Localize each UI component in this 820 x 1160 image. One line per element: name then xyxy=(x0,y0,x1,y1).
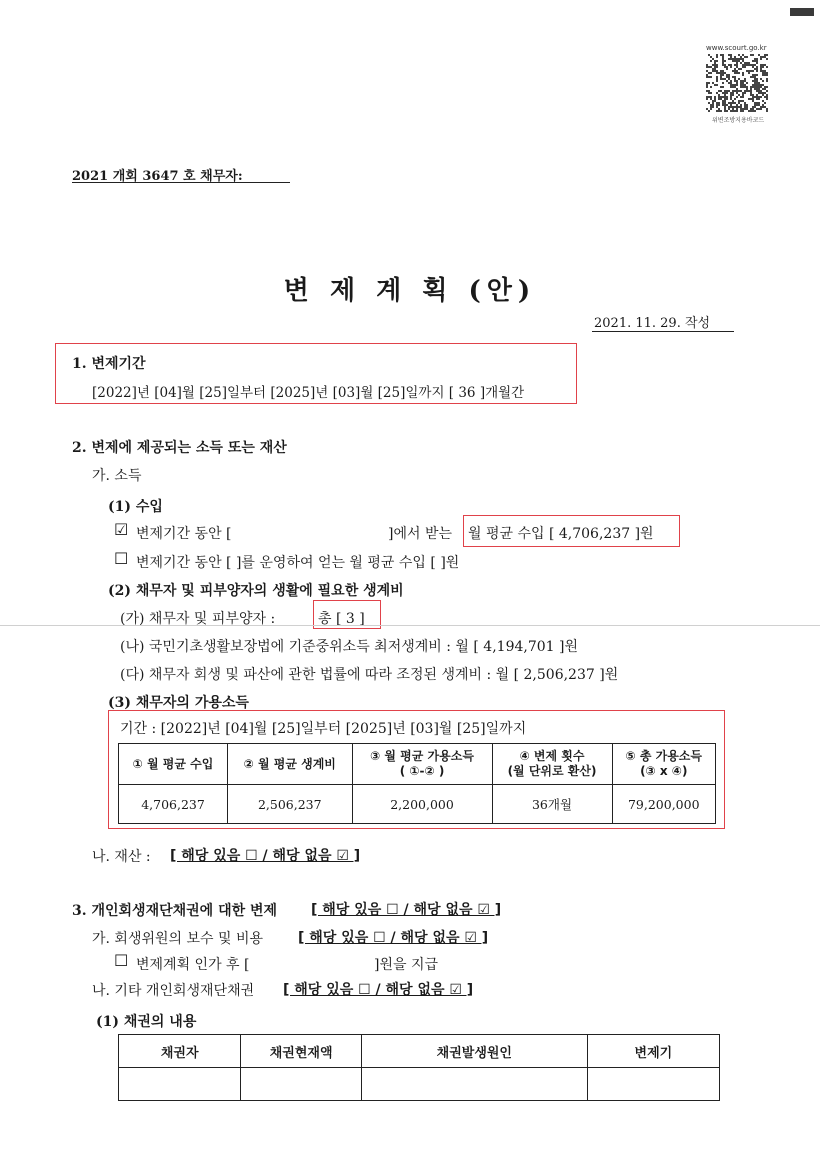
table-header-row xyxy=(119,744,716,785)
living-item-b: (나) 국민기초생활보장법에 기준중위소득 최저생계비 : 월 [ 4,194,701 ]원 xyxy=(120,639,578,655)
section3-ga-sub-b: ]원을 지급 xyxy=(374,957,439,973)
table-cell xyxy=(587,1068,719,1101)
section3-ga-check: [ 해당 있음 ☐ / 해당 없음 ☑ ] xyxy=(298,930,489,946)
header-underline xyxy=(72,182,290,183)
table-cell xyxy=(361,1068,587,1101)
section3-ga-sub-a: 변제계획 인가 후 [ xyxy=(136,957,250,973)
table-row xyxy=(119,1068,720,1101)
property-label: 나. 재산 : xyxy=(92,849,151,865)
section2-heading: 2. 변제에 제공되는 소득 또는 재산 xyxy=(72,440,287,456)
disposable-income-table xyxy=(118,743,716,824)
case-header: 2021 개회 3647 호 채무자: xyxy=(72,169,243,184)
claims-table xyxy=(118,1034,720,1101)
table-header-cell: 채권자 xyxy=(119,1035,241,1068)
section3-ga-checkbox: ☐ xyxy=(114,951,129,970)
table-header-cell: ⑤ 총 가용소득 (③ x ④) xyxy=(612,744,715,785)
table-header-cell: 채권현재액 xyxy=(241,1035,361,1068)
table-cell xyxy=(241,1068,361,1101)
table-header-cell: ② 월 평균 생계비 xyxy=(228,744,353,785)
section1-period: [2022]년 [04]월 [25]일부터 [2025]년 [03]월 [25]일까지 [ 36 ]개월간 xyxy=(92,385,525,401)
scan-corner-mark xyxy=(790,8,814,16)
property-check: [ 해당 있음 ☐ / 해당 없음 ☑ ] xyxy=(170,848,361,864)
qr-code-icon xyxy=(706,54,768,112)
income-checkbox-1: ☑ xyxy=(114,520,129,539)
page-title: 변 제 계 획 (안) xyxy=(283,276,537,306)
table-cell: 36개월 xyxy=(492,785,612,824)
section3-heading: 3. 개인회생재단채권에 대한 변제 xyxy=(72,903,278,919)
section3-na-label: 나. 기타 개인회생재단채권 xyxy=(92,983,255,999)
income-line1-c: 월 평균 수입 [ 4,706,237 ]원 xyxy=(468,526,654,542)
income-heading: (1) 수입 xyxy=(108,499,163,515)
income-line1-a: 변제기간 동안 [ xyxy=(136,526,232,542)
living-item-a-label: (가) 채무자 및 피부양자 : xyxy=(120,611,276,627)
date-underline xyxy=(592,331,734,332)
table-cell: 79,200,000 xyxy=(612,785,715,824)
living-item-c: (다) 채무자 회생 및 파산에 관한 법률에 따라 조정된 생계비 : 월 [ 2,506,237 ]원 xyxy=(120,667,619,683)
table-header-cell: ③ 월 평균 가용소득 ( ①-② ) xyxy=(352,744,492,785)
section2-sub-income: 가. 소득 xyxy=(92,468,142,484)
qr-url: www.scourt.go.kr xyxy=(706,44,767,52)
table-header-row xyxy=(119,1035,720,1068)
table-cell xyxy=(119,1068,241,1101)
table-cell: 2,200,000 xyxy=(352,785,492,824)
section1-heading: 1. 변제기간 xyxy=(72,356,146,372)
disposable-heading: (3) 채무자의 가용소득 xyxy=(108,695,249,711)
living-item-a-value: 총 [ 3 ] xyxy=(318,611,365,627)
table-cell: 4,706,237 xyxy=(119,785,228,824)
table-header-cell: ① 월 평균 수입 xyxy=(119,744,228,785)
section3-na-check: [ 해당 있음 ☐ / 해당 없음 ☑ ] xyxy=(283,982,474,998)
disposable-period: 기간 : [2022]년 [04]월 [25]일부터 [2025]년 [03]월 [25]일까지 xyxy=(120,721,527,737)
table-header-cell: 채권발생원인 xyxy=(361,1035,587,1068)
living-heading: (2) 채무자 및 피부양자의 생활에 필요한 생계비 xyxy=(108,583,404,599)
income-line2: 변제기간 동안 [ ]를 운영하여 얻는 월 평균 수입 [ ]원 xyxy=(136,555,460,571)
claims-heading: (1) 채권의 내용 xyxy=(96,1014,197,1030)
table-header-cell: ④ 변제 횟수 (월 단위로 환산) xyxy=(492,744,612,785)
income-checkbox-2: ☐ xyxy=(114,549,129,568)
section3-ga-label: 가. 회생위원의 보수 및 비용 xyxy=(92,931,264,947)
qr-caption: 위변조방지용바코드 xyxy=(712,117,765,124)
table-row xyxy=(119,785,716,824)
table-cell: 2,506,237 xyxy=(228,785,353,824)
document-date: 2021. 11. 29. 작성 xyxy=(594,316,711,331)
scan-fold-line xyxy=(0,625,820,626)
table-header-cell: 변제기 xyxy=(587,1035,719,1068)
section3-heading-check: [ 해당 있음 ☐ / 해당 없음 ☑ ] xyxy=(311,902,502,918)
income-line1-b: ]에서 받는 xyxy=(388,526,453,542)
